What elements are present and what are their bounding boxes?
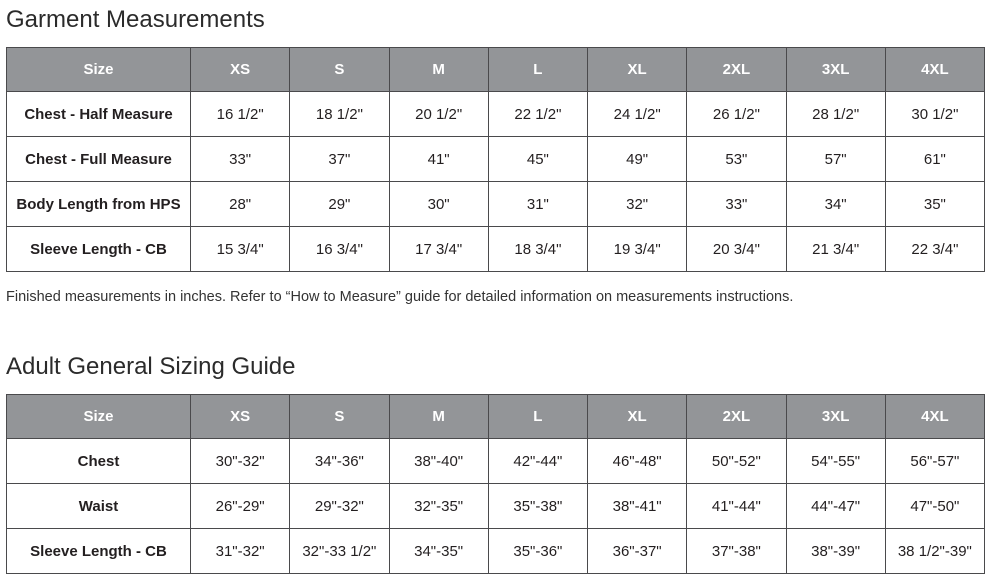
cell-value: 50"-52" — [687, 439, 786, 484]
cell-value: 30"-32" — [191, 439, 290, 484]
adult-sizing-table — [6, 394, 985, 574]
cell-value: 61" — [885, 137, 984, 182]
row-label: Sleeve Length - CB — [7, 227, 191, 272]
cell-value: 34"-36" — [290, 439, 389, 484]
column-header-s: S — [290, 48, 389, 92]
cell-value: 24 1/2" — [588, 92, 687, 137]
column-header-2xl: 2XL — [687, 48, 786, 92]
column-header-3xl: 3XL — [786, 48, 885, 92]
cell-value: 32" — [588, 182, 687, 227]
table-row — [7, 137, 985, 182]
cell-value: 47"-50" — [885, 484, 984, 529]
header-row — [7, 48, 985, 92]
garment-measurements-title: Garment Measurements — [6, 6, 265, 33]
table-row — [7, 92, 985, 137]
column-header-m: M — [389, 395, 488, 439]
column-header-l: L — [488, 48, 587, 92]
row-label: Body Length from HPS — [7, 182, 191, 227]
column-header-xs: XS — [191, 395, 290, 439]
column-header-4xl: 4XL — [885, 48, 984, 92]
cell-value: 32"-33 1/2" — [290, 529, 389, 574]
cell-value: 38 1/2"-39" — [885, 529, 984, 574]
row-label: Waist — [7, 484, 191, 529]
cell-value: 46"-48" — [588, 439, 687, 484]
cell-value: 29"-32" — [290, 484, 389, 529]
column-header-2xl: 2XL — [687, 395, 786, 439]
cell-value: 38"-39" — [786, 529, 885, 574]
cell-value: 19 3/4" — [588, 227, 687, 272]
table-row — [7, 227, 985, 272]
adult-sizing-guide-title: Adult General Sizing Guide — [6, 353, 296, 380]
cell-value: 31" — [488, 182, 587, 227]
table-row — [7, 484, 985, 529]
sizing-table-header — [7, 395, 985, 439]
cell-value: 38"-41" — [588, 484, 687, 529]
cell-value: 30 1/2" — [885, 92, 984, 137]
column-header-xs: XS — [191, 48, 290, 92]
garment-table-header — [7, 48, 985, 92]
cell-value: 21 3/4" — [786, 227, 885, 272]
cell-value: 49" — [588, 137, 687, 182]
garment-measurements-table — [6, 47, 985, 272]
table-row — [7, 182, 985, 227]
cell-value: 20 3/4" — [687, 227, 786, 272]
cell-value: 22 1/2" — [488, 92, 587, 137]
cell-value: 28 1/2" — [786, 92, 885, 137]
cell-value: 56"-57" — [885, 439, 984, 484]
row-label: Chest — [7, 439, 191, 484]
table-row — [7, 439, 985, 484]
cell-value: 16 1/2" — [191, 92, 290, 137]
cell-value: 15 3/4" — [191, 227, 290, 272]
cell-value: 38"-40" — [389, 439, 488, 484]
cell-value: 18 1/2" — [290, 92, 389, 137]
cell-value: 33" — [687, 182, 786, 227]
cell-value: 17 3/4" — [389, 227, 488, 272]
cell-value: 29" — [290, 182, 389, 227]
cell-value: 31"-32" — [191, 529, 290, 574]
cell-value: 34"-35" — [389, 529, 488, 574]
cell-value: 33" — [191, 137, 290, 182]
cell-value: 32"-35" — [389, 484, 488, 529]
cell-value: 26"-29" — [191, 484, 290, 529]
cell-value: 41" — [389, 137, 488, 182]
cell-value: 20 1/2" — [389, 92, 488, 137]
cell-value: 41"-44" — [687, 484, 786, 529]
cell-value: 22 3/4" — [885, 227, 984, 272]
cell-value: 54"-55" — [786, 439, 885, 484]
cell-value: 35"-38" — [488, 484, 587, 529]
cell-value: 45" — [488, 137, 587, 182]
cell-value: 35" — [885, 182, 984, 227]
column-header-size: Size — [7, 395, 191, 439]
row-label: Chest - Half Measure — [7, 92, 191, 137]
cell-value: 37"-38" — [687, 529, 786, 574]
cell-value: 36"-37" — [588, 529, 687, 574]
row-label: Chest - Full Measure — [7, 137, 191, 182]
cell-value: 37" — [290, 137, 389, 182]
cell-value: 34" — [786, 182, 885, 227]
column-header-xl: XL — [588, 395, 687, 439]
measurements-note: Finished measurements in inches. Refer to “How to Measure” guide for detailed information on measurements instructions. — [6, 289, 794, 305]
table-row — [7, 529, 985, 574]
header-row — [7, 395, 985, 439]
cell-value: 16 3/4" — [290, 227, 389, 272]
column-header-4xl: 4XL — [885, 395, 984, 439]
column-header-size: Size — [7, 48, 191, 92]
cell-value: 53" — [687, 137, 786, 182]
cell-value: 26 1/2" — [687, 92, 786, 137]
column-header-s: S — [290, 395, 389, 439]
cell-value: 42"-44" — [488, 439, 587, 484]
cell-value: 57" — [786, 137, 885, 182]
cell-value: 30" — [389, 182, 488, 227]
cell-value: 35"-36" — [488, 529, 587, 574]
column-header-l: L — [488, 395, 587, 439]
column-header-m: M — [389, 48, 488, 92]
column-header-xl: XL — [588, 48, 687, 92]
cell-value: 28" — [191, 182, 290, 227]
cell-value: 18 3/4" — [488, 227, 587, 272]
column-header-3xl: 3XL — [786, 395, 885, 439]
cell-value: 44"-47" — [786, 484, 885, 529]
row-label: Sleeve Length - CB — [7, 529, 191, 574]
